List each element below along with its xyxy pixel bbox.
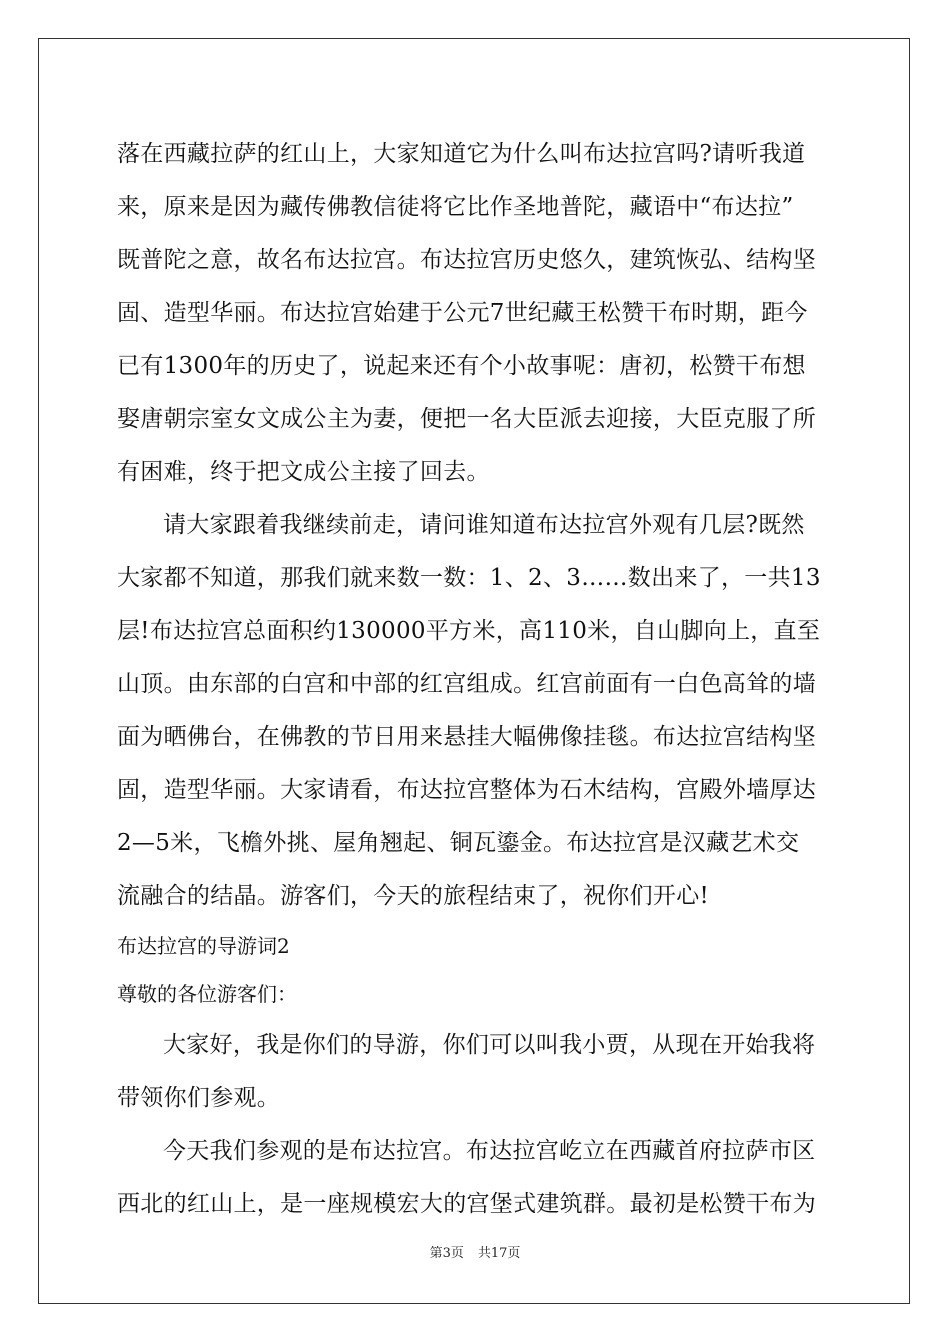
document-body [117,128,833,1231]
text-line: 山顶。由东部的白宫和中部的红宫组成。红宫前面有一白色高耸的墙 [117,671,816,697]
text-line: 层!布达拉宫总面积约130000平方米，高110米，自山脚向上，直至 [117,618,821,644]
text-line: 落在西藏拉萨的红山上，大家知道它为什么叫布达拉宫吗?请听我道 [117,141,806,167]
paragraph-4 [117,1125,833,1231]
paragraph-1 [117,128,833,499]
text-line: 有困难，终于把文成公主接了回去。 [117,459,490,485]
paragraph-3 [117,1019,833,1125]
section-title: 布达拉宫的导游词2 [117,934,290,958]
page-number: 第3页 [429,1246,464,1261]
text-line: 流融合的结晶。游客们，今天的旅程结束了，祝你们开心! [117,883,710,909]
paragraph-2 [117,499,833,923]
text-line: 大家好，我是你们的导游，你们可以叫我小贾，从现在开始我将 [163,1032,816,1058]
text-line: 已有1300年的历史了，说起来还有个小故事呢：唐初，松赞干布想 [117,353,806,379]
salutation: 尊敬的各位游客们： [117,982,297,1006]
text-line: 来，原来是因为藏传佛教信徒将它比作圣地普陀，藏语中“布达拉” [117,194,794,220]
text-line: 大家都不知道，那我们就来数一数：1、2、3……数出来了，一共13 [117,565,821,591]
text-line: 请大家跟着我继续前走，请问谁知道布达拉宫外观有几层?既然 [163,512,805,538]
page-total: 共17页 [477,1246,521,1261]
text-line: 西北的红山上，是一座规模宏大的宫堡式建筑群。最初是松赞干布为 [117,1191,816,1217]
text-line: 今天我们参观的是布达拉宫。布达拉宫屹立在西藏首府拉萨市区 [163,1138,816,1164]
text-line: 带领你们参观。 [117,1085,281,1111]
text-line: 固，造型华丽。大家请看，布达拉宫整体为石木结构，宫殿外墙厚达 [117,777,816,803]
page-footer [0,1242,950,1261]
text-line: 娶唐朝宗室女文成公主为妻，便把一名大臣派去迎接，大臣克服了所 [117,406,816,432]
text-line: 既普陀之意，故名布达拉宫。布达拉宫历史悠久，建筑恢弘、结构坚 [117,247,816,273]
text-line: 2—5米，飞檐外挑、屋角翘起、铜瓦鎏金。布达拉宫是汉藏艺术交 [117,830,800,856]
text-line: 面为晒佛台，在佛教的节日用来悬挂大幅佛像挂毯。布达拉宫结构坚 [117,724,816,750]
text-line: 固、造型华丽。布达拉宫始建于公元7世纪藏王松赞干布时期，距今 [117,300,808,326]
